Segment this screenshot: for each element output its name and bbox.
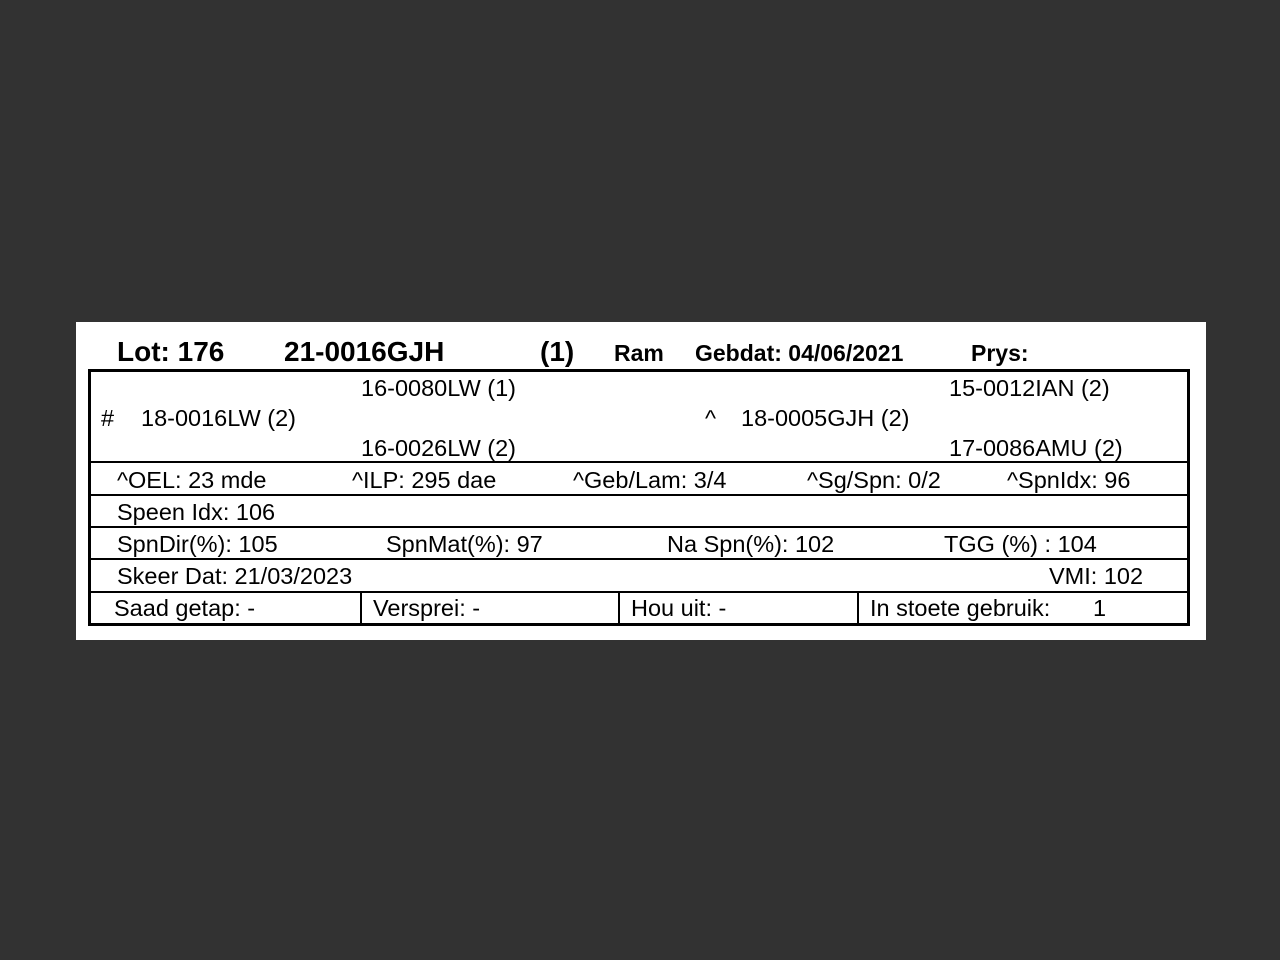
in-stoete-value: 1 — [1093, 595, 1107, 621]
animal-count: (1) — [540, 336, 575, 367]
dam-dam: 17-0086AMU (2) — [949, 435, 1123, 461]
row-divider — [91, 461, 1187, 463]
speen-idx: Speen Idx: 106 — [117, 499, 276, 525]
in-stoete-label: In stoete gebruik: — [870, 595, 1051, 621]
dam-ilp: ^ILP: 295 dae — [352, 467, 497, 493]
lot-number: Lot: 176 — [117, 336, 225, 367]
spn-dir: SpnDir(%): 105 — [117, 531, 278, 557]
animal-id: 21-0016GJH — [284, 336, 445, 367]
vmi: VMI: 102 — [1049, 563, 1144, 589]
tgg: TGG (%) : 104 — [944, 531, 1097, 557]
na-spn: Na Spn(%): 102 — [667, 531, 835, 557]
lot-card — [76, 322, 1206, 640]
spn-mat: SpnMat(%): 97 — [386, 531, 543, 557]
row-divider — [91, 558, 1187, 560]
dam-sg-spn: ^Sg/Spn: 0/2 — [807, 467, 941, 493]
column-divider — [360, 593, 362, 623]
dam-oel: ^OEL: 23 mde — [117, 467, 267, 493]
hou-uit: Hou uit: - — [631, 595, 727, 621]
birth-date: Gebdat: 04/06/2021 — [695, 340, 904, 366]
row-divider — [91, 526, 1187, 528]
info-table — [88, 369, 1190, 626]
column-divider — [857, 593, 859, 623]
dam-sire: 15-0012IAN (2) — [949, 375, 1110, 401]
dam: 18-0005GJH (2) — [741, 405, 910, 431]
dam-geb-lam: ^Geb/Lam: 3/4 — [573, 467, 727, 493]
column-divider — [618, 593, 620, 623]
sire-dam: 16-0026LW (2) — [361, 435, 516, 461]
shear-date: Skeer Dat: 21/03/2023 — [117, 563, 353, 589]
sire-marker: # — [101, 405, 115, 431]
animal-sex: Ram — [614, 340, 664, 366]
dam-marker: ^ — [705, 405, 717, 431]
sire: 18-0016LW (2) — [141, 405, 296, 431]
row-divider — [91, 591, 1187, 593]
row-divider — [91, 494, 1187, 496]
saad-getap: Saad getap: - — [114, 595, 256, 621]
dam-spn-idx: ^SpnIdx: 96 — [1007, 467, 1131, 493]
versprei: Versprei: - — [373, 595, 481, 621]
sire-sire: 16-0080LW (1) — [361, 375, 516, 401]
price-label: Prys: — [971, 340, 1029, 366]
